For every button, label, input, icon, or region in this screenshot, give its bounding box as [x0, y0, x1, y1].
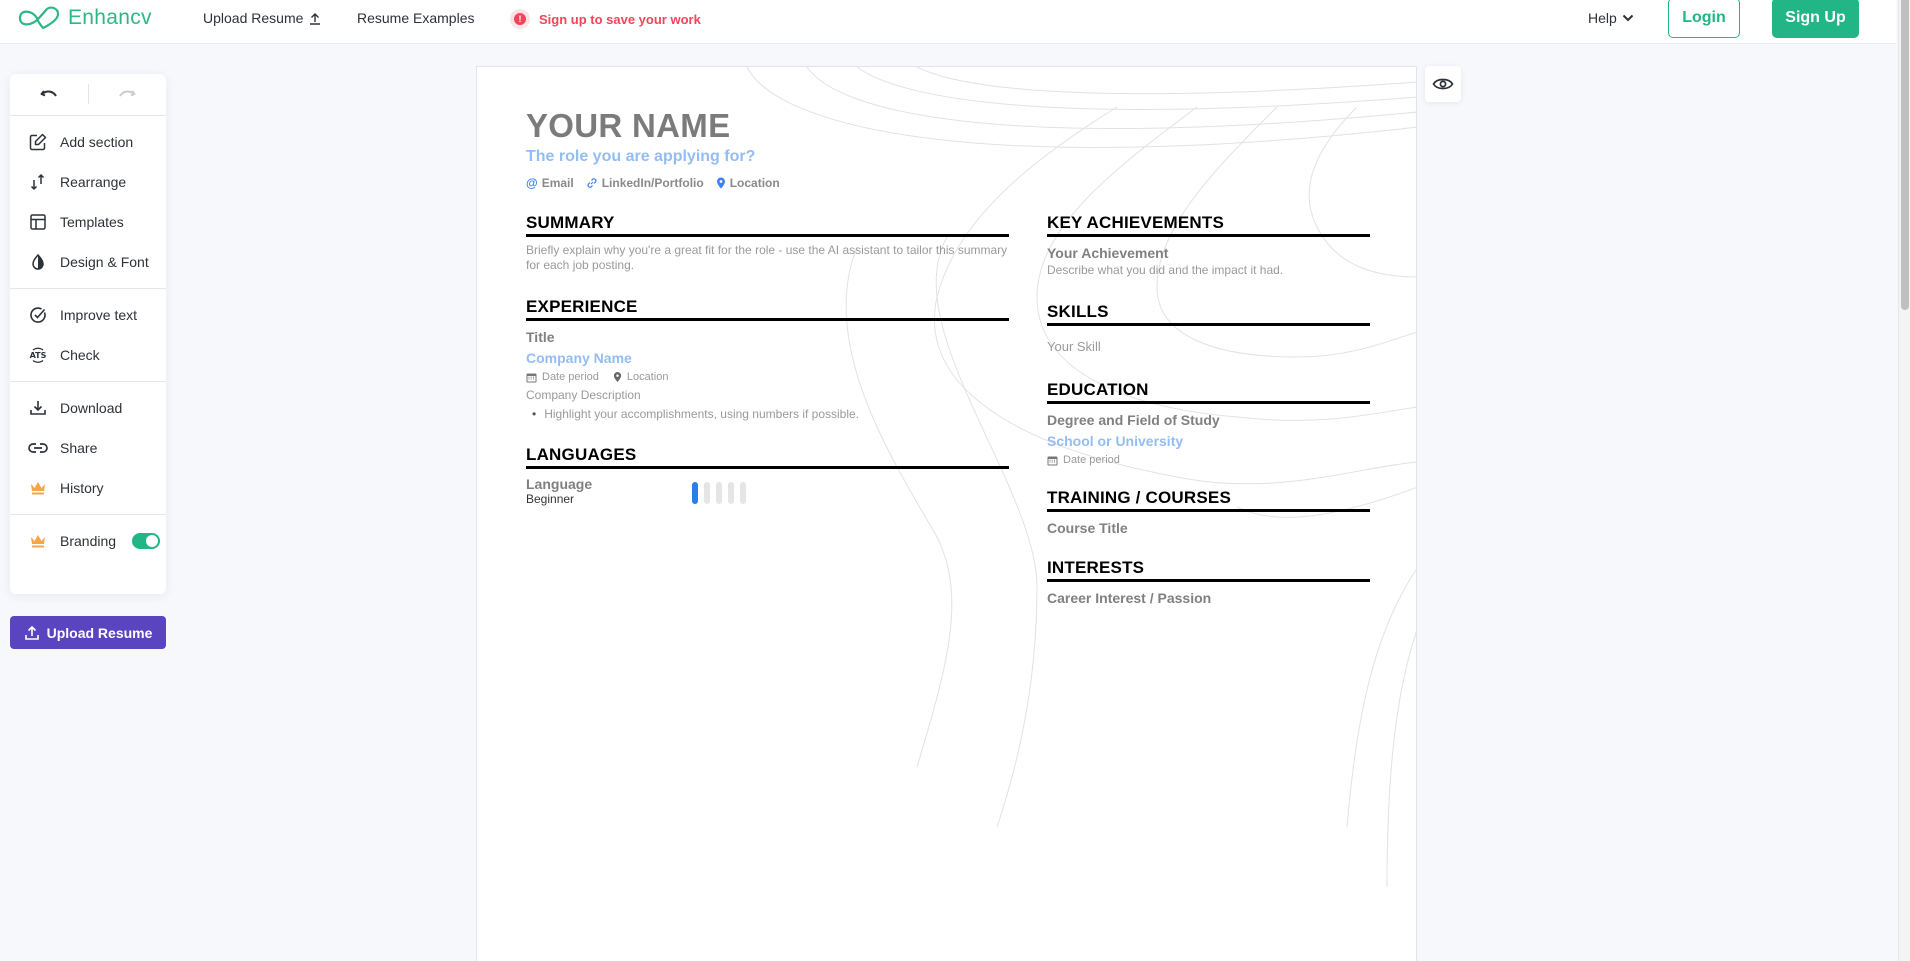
training-title: TRAINING / COURSES — [1047, 488, 1370, 512]
experience-description[interactable]: Company Description — [526, 388, 641, 402]
share-label: Share — [60, 440, 98, 456]
undo-button[interactable] — [40, 89, 58, 101]
proficiency-bar-empty — [704, 482, 710, 504]
language-level: Beginner — [526, 492, 575, 506]
add-section-label: Add section — [60, 134, 134, 150]
upload-arrow-icon — [309, 12, 321, 25]
download-icon — [28, 398, 48, 418]
skill-item[interactable]: Your Skill — [1047, 339, 1101, 354]
achievement-description[interactable]: Describe what you did and the impact it had. — [1047, 263, 1284, 277]
achievement-title[interactable]: Your Achievement — [1047, 245, 1169, 261]
crown-icon — [28, 531, 48, 551]
contact-location[interactable] — [716, 176, 780, 190]
languages-section[interactable] — [526, 445, 1009, 507]
history-label: History — [60, 480, 104, 496]
education-meta — [1047, 454, 1370, 466]
redo-icon — [118, 89, 136, 101]
chevron-down-icon — [1622, 14, 1634, 22]
upload-resume-button[interactable] — [10, 616, 166, 649]
redo-button[interactable] — [118, 89, 136, 101]
location-pin-icon — [716, 177, 726, 189]
skills-section[interactable] — [1047, 302, 1370, 354]
proficiency-bar-empty — [740, 482, 746, 504]
help-dropdown[interactable] — [1588, 10, 1634, 26]
upload-icon — [24, 625, 40, 641]
help-label: Help — [1588, 10, 1617, 26]
achievements-title: KEY ACHIEVEMENTS — [1047, 213, 1370, 237]
share-button[interactable] — [10, 428, 166, 468]
edit-square-icon — [28, 132, 48, 152]
branding-toggle[interactable] — [132, 533, 160, 549]
check-circle-icon — [28, 305, 48, 325]
experience-job-title[interactable]: Title — [526, 329, 555, 345]
proficiency-bar-empty — [728, 482, 734, 504]
nav-upload-resume-label: Upload Resume — [203, 10, 304, 26]
layout-icon — [28, 212, 48, 232]
achievements-section[interactable] — [1047, 213, 1370, 278]
summary-section[interactable] — [526, 213, 1009, 273]
link-icon — [28, 438, 48, 458]
design-font-button[interactable] — [10, 242, 166, 282]
education-date-text: Date period — [1063, 454, 1120, 466]
experience-title: EXPERIENCE — [526, 297, 1009, 321]
experience-meta — [526, 371, 1009, 383]
nav-resume-examples[interactable] — [357, 10, 475, 26]
top-navigation-bar — [0, 0, 1896, 44]
eye-icon — [1432, 77, 1454, 91]
branding-label: Branding — [60, 533, 117, 549]
nav-resume-examples-label: Resume Examples — [357, 10, 475, 26]
ats-icon — [28, 345, 48, 365]
nav-upload-resume[interactable] — [203, 10, 321, 26]
contact-email[interactable] — [526, 176, 574, 190]
arrows-up-down-icon — [28, 172, 48, 192]
sign-up-button[interactable]: Sign Up — [1772, 0, 1859, 38]
calendar-icon — [526, 372, 537, 383]
warning-icon: ! — [510, 9, 530, 29]
preview-button[interactable] — [1425, 66, 1461, 102]
training-section[interactable] — [1047, 488, 1370, 536]
experience-company[interactable]: Company Name — [526, 350, 632, 366]
crown-icon — [28, 478, 48, 498]
ats-check-label: Check — [60, 347, 100, 363]
history-controls — [10, 74, 166, 116]
templates-button[interactable] — [10, 202, 166, 242]
resume-left-column — [526, 213, 1009, 533]
add-section-button[interactable] — [10, 122, 166, 162]
contact-email-text: Email — [541, 176, 574, 190]
svg-text:ATS: ATS — [29, 351, 47, 360]
interests-section[interactable] — [1047, 558, 1370, 606]
languages-title: LANGUAGES — [526, 445, 1009, 469]
download-label: Download — [60, 400, 123, 416]
resume-name[interactable]: YOUR NAME — [526, 107, 731, 144]
tool-group-branding — [10, 515, 166, 567]
resume-right-column — [1047, 213, 1370, 632]
experience-bullet[interactable] — [526, 407, 1009, 421]
branding-row[interactable] — [10, 521, 166, 561]
contact-location-text: Location — [729, 176, 780, 190]
scrollbar-thumb[interactable] — [1901, 0, 1909, 310]
history-divider — [88, 84, 89, 104]
interests-title: INTERESTS — [1047, 558, 1370, 582]
contrast-drop-icon — [28, 252, 48, 272]
experience-location[interactable] — [613, 371, 669, 383]
education-date[interactable] — [1047, 454, 1120, 466]
experience-section[interactable] — [526, 297, 1009, 421]
education-degree[interactable]: Degree and Field of Study — [1047, 412, 1220, 428]
contact-linkedin[interactable] — [586, 176, 704, 190]
logo-mark-icon — [17, 6, 61, 30]
history-button[interactable] — [10, 468, 166, 508]
contact-linkedin-text: LinkedIn/Portfolio — [601, 176, 704, 190]
language-text — [526, 477, 592, 507]
education-section[interactable] — [1047, 380, 1370, 466]
experience-date[interactable] — [526, 371, 599, 383]
proficiency-bar-empty — [716, 482, 722, 504]
language-name: Language — [526, 476, 593, 492]
language-proficiency-bars[interactable] — [692, 482, 746, 507]
editor-toolbar — [10, 74, 166, 594]
experience-bullet-text: • Highlight your accomplishments, using numbers if possible. — [544, 407, 860, 421]
course-title[interactable]: Course Title — [1047, 520, 1128, 536]
resume-contact-row — [526, 176, 780, 190]
resume-page — [476, 66, 1417, 961]
upload-resume-label: Upload Resume — [46, 624, 153, 641]
link-icon — [586, 177, 598, 189]
at-sign-icon: @ — [526, 176, 538, 190]
download-button[interactable] — [10, 388, 166, 428]
experience-date-text: Date period — [542, 371, 599, 383]
undo-icon — [40, 89, 58, 101]
tool-group-export — [10, 382, 166, 515]
rearrange-button[interactable] — [10, 162, 166, 202]
signup-warning-text: Sign up to save your work — [539, 11, 701, 27]
tool-group-edit — [10, 116, 166, 289]
enhancv-logo[interactable] — [17, 6, 152, 30]
language-item[interactable] — [526, 477, 1009, 507]
login-button[interactable]: Login — [1668, 0, 1740, 38]
skills-title: SKILLS — [1047, 302, 1370, 326]
improve-text-label: Improve text — [60, 307, 138, 323]
experience-location-text: Location — [626, 371, 669, 383]
education-title: EDUCATION — [1047, 380, 1370, 404]
templates-label: Templates — [60, 214, 124, 230]
calendar-icon — [1047, 455, 1058, 466]
logo-text: Enhancv — [68, 6, 152, 29]
summary-text[interactable]: Briefly explain why you're a great fit for the role - use the AI assistant to tailor this summary for each job posting. — [526, 243, 1008, 272]
resume-role[interactable]: The role you are applying for? — [526, 148, 756, 165]
summary-title: SUMMARY — [526, 213, 1009, 237]
rearrange-label: Rearrange — [60, 174, 127, 190]
ats-check-button[interactable] — [10, 335, 166, 375]
location-pin-icon — [613, 371, 622, 383]
improve-text-button[interactable] — [10, 295, 166, 335]
design-font-label: Design & Font — [60, 254, 149, 270]
proficiency-bar-filled — [692, 482, 698, 504]
tool-group-ai — [10, 289, 166, 382]
education-school[interactable]: School or University — [1047, 433, 1184, 449]
vertical-scrollbar[interactable] — [1898, 0, 1910, 961]
interest-item[interactable]: Career Interest / Passion — [1047, 590, 1212, 606]
signup-warning-link[interactable] — [510, 9, 701, 29]
